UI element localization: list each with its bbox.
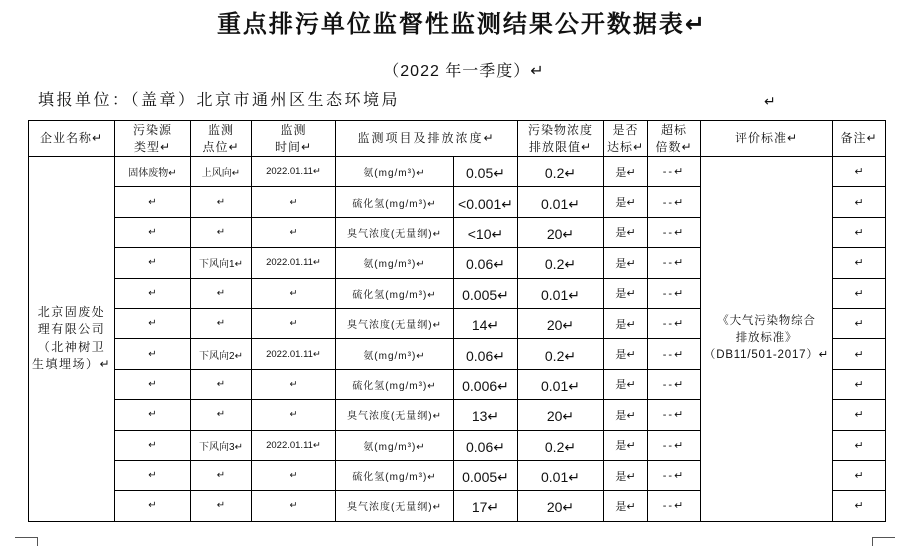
cell-source-type: ↵: [115, 308, 191, 338]
cell-concentration: 13↵: [454, 400, 518, 430]
cell-monitoring-item: 氨(mg/m³)↵: [336, 339, 454, 369]
cell-monitoring-item: 臭气浓度(无量纲)↵: [336, 217, 454, 247]
cell-emission-limit: 0.01↵: [518, 278, 604, 308]
cell-monitoring-point: ↵: [191, 400, 252, 430]
cell-monitoring-time: ↵: [252, 460, 336, 490]
cell-source-type: ↵: [115, 187, 191, 217]
header-line: 排放限值↵: [528, 139, 593, 154]
cell-remark: ↵: [833, 339, 886, 369]
cell-monitoring-point: ↵: [191, 369, 252, 399]
header-line: 倍数↵: [655, 139, 693, 154]
cell-monitoring-point: ↵: [191, 460, 252, 490]
cell-emission-limit: 20↵: [518, 400, 604, 430]
cell-evaluation-standard: [701, 157, 833, 522]
document-title: 重点排污单位监督性监测结果公开数据表↵: [216, 10, 708, 38]
cell-exceed-multiple: --↵: [648, 369, 701, 399]
header-line: 是否: [612, 122, 639, 137]
header-monitoring-time: [252, 121, 336, 157]
header-monitoring-point: [191, 121, 252, 157]
header-compliant: [604, 121, 648, 157]
cell-concentration: 0.06↵: [454, 339, 518, 369]
cell-source-type: ↵: [115, 430, 191, 460]
reporting-unit-line: 填报单位：（盖章）北京市通州区生态环境局: [38, 92, 401, 109]
header-line: 监测: [207, 122, 234, 137]
crop-mark-bottom-left: [15, 537, 38, 546]
cell-exceed-multiple: --↵: [648, 339, 701, 369]
company-name-line: 北京固废处: [37, 304, 106, 319]
cell-compliant: 是↵: [604, 369, 648, 399]
cell-compliant: 是↵: [604, 460, 648, 490]
cell-source-type: 固体废物↵: [115, 157, 191, 187]
cell-exceed-multiple: --↵: [648, 308, 701, 338]
cell-remark: ↵: [833, 491, 886, 521]
cell-monitoring-time: ↵: [252, 278, 336, 308]
cell-monitoring-time: ↵: [252, 187, 336, 217]
cell-compliant: 是↵: [604, 217, 648, 247]
cell-concentration: 17↵: [454, 491, 518, 521]
header-line: 备注↵: [840, 131, 878, 145]
header-item-and-concentration: [336, 121, 518, 157]
cell-concentration: 0.005↵: [454, 278, 518, 308]
cell-monitoring-item: 氨(mg/m³)↵: [336, 157, 454, 187]
cell-source-type: ↵: [115, 248, 191, 278]
cell-exceed-multiple: --↵: [648, 400, 701, 430]
cell-source-type: ↵: [115, 278, 191, 308]
cell-concentration: 0.06↵: [454, 248, 518, 278]
cell-remark: ↵: [833, 278, 886, 308]
cell-emission-limit: 0.2↵: [518, 157, 604, 187]
header-line: 企业名称↵: [39, 131, 104, 145]
header-line: 监测项目及排放浓度↵: [357, 131, 496, 145]
cell-monitoring-item: 氨(mg/m³)↵: [336, 248, 454, 278]
header-line: 达标↵: [606, 139, 645, 154]
cell-remark: ↵: [833, 187, 886, 217]
cell-monitoring-point: ↵: [191, 308, 252, 338]
table-row: [29, 157, 886, 187]
cell-monitoring-time: 2022.01.11↵: [252, 339, 336, 369]
cell-exceed-multiple: --↵: [648, 157, 701, 187]
cell-source-type: ↵: [115, 491, 191, 521]
document-subtitle: （2022 年一季度）↵: [383, 63, 545, 80]
cell-monitoring-point: 上风向↵: [191, 157, 252, 187]
cell-concentration: 0.005↵: [454, 460, 518, 490]
cell-emission-limit: 0.2↵: [518, 339, 604, 369]
header-evaluation-standard: [701, 121, 833, 157]
cell-monitoring-time: 2022.01.11↵: [252, 248, 336, 278]
cell-monitoring-time: ↵: [252, 400, 336, 430]
header-source-type: [115, 121, 191, 157]
cell-source-type: ↵: [115, 460, 191, 490]
table-header-row: [29, 121, 886, 157]
company-name-line: 生填埋场）↵: [31, 357, 112, 372]
header-line: 超标: [660, 122, 687, 137]
cell-monitoring-item: 硫化氢(mg/m³)↵: [336, 278, 454, 308]
cell-emission-limit: 0.2↵: [518, 248, 604, 278]
header-line: 时间↵: [274, 139, 313, 154]
cell-compliant: 是↵: [604, 248, 648, 278]
cell-emission-limit: 20↵: [518, 491, 604, 521]
cell-compliant: 是↵: [604, 157, 648, 187]
cell-exceed-multiple: --↵: [648, 217, 701, 247]
cell-emission-limit: 20↵: [518, 308, 604, 338]
cell-source-type: ↵: [115, 400, 191, 430]
cell-monitoring-point: ↵: [191, 187, 252, 217]
header-line: 污染物浓度: [527, 122, 593, 137]
cell-monitoring-time: ↵: [252, 491, 336, 521]
cell-source-type: ↵: [115, 217, 191, 247]
table-body: [29, 157, 886, 522]
cell-compliant: 是↵: [604, 187, 648, 217]
cell-monitoring-item: 硫化氢(mg/m³)↵: [336, 187, 454, 217]
header-line: 评价标准↵: [734, 131, 799, 145]
cell-exceed-multiple: --↵: [648, 491, 701, 521]
cell-monitoring-time: ↵: [252, 217, 336, 247]
header-line: 点位↵: [202, 139, 240, 154]
cell-remark: ↵: [833, 460, 886, 490]
cell-monitoring-point: 下风向3↵: [191, 430, 252, 460]
header-exceed-multiple: [648, 121, 701, 157]
cell-monitoring-point: ↵: [191, 217, 252, 247]
header-emission-limit: [518, 121, 604, 157]
cell-monitoring-time: ↵: [252, 369, 336, 399]
cell-monitoring-point: ↵: [191, 278, 252, 308]
cell-emission-limit: 20↵: [518, 217, 604, 247]
cell-exceed-multiple: --↵: [648, 430, 701, 460]
cell-monitoring-time: ↵: [252, 308, 336, 338]
cell-compliant: 是↵: [604, 308, 648, 338]
cell-remark: ↵: [833, 157, 886, 187]
cell-exceed-multiple: --↵: [648, 278, 701, 308]
cell-emission-limit: 0.01↵: [518, 187, 604, 217]
header-line: 污染源: [132, 122, 172, 137]
cell-remark: ↵: [833, 369, 886, 399]
cell-concentration: 0.006↵: [454, 369, 518, 399]
paragraph-mark: ↵: [764, 93, 776, 109]
company-name-line: 理有限公司: [37, 322, 106, 337]
cell-monitoring-point: 下风向2↵: [191, 339, 252, 369]
cell-monitoring-point: ↵: [191, 491, 252, 521]
cell-monitoring-item: 硫化氢(mg/m³)↵: [336, 460, 454, 490]
crop-mark-bottom-right: [872, 537, 895, 546]
monitoring-results-table: [28, 120, 886, 522]
cell-remark: ↵: [833, 430, 886, 460]
cell-monitoring-item: 臭气浓度(无量纲)↵: [336, 400, 454, 430]
header-remark: [833, 121, 886, 157]
cell-concentration: 14↵: [454, 308, 518, 338]
standard-line: 排放标准》: [735, 332, 798, 345]
cell-compliant: 是↵: [604, 430, 648, 460]
cell-company-name: [29, 157, 115, 522]
standard-line: （DB11/501-2017）↵: [703, 349, 830, 362]
cell-emission-limit: 0.2↵: [518, 430, 604, 460]
company-name-line: （北神树卫: [37, 339, 106, 354]
cell-exceed-multiple: --↵: [648, 248, 701, 278]
cell-remark: ↵: [833, 400, 886, 430]
cell-monitoring-item: 臭气浓度(无量纲)↵: [336, 491, 454, 521]
cell-remark: ↵: [833, 217, 886, 247]
cell-remark: ↵: [833, 248, 886, 278]
cell-monitoring-point: 下风向1↵: [191, 248, 252, 278]
cell-exceed-multiple: --↵: [648, 187, 701, 217]
cell-exceed-multiple: --↵: [648, 460, 701, 490]
cell-monitoring-item: 臭气浓度(无量纲)↵: [336, 308, 454, 338]
cell-concentration: 0.05↵: [454, 157, 518, 187]
cell-remark: ↵: [833, 308, 886, 338]
cell-compliant: 是↵: [604, 491, 648, 521]
header-line: 类型↵: [133, 139, 172, 154]
cell-compliant: 是↵: [604, 339, 648, 369]
header-company-name: [29, 121, 115, 157]
cell-compliant: 是↵: [604, 278, 648, 308]
header-line: 监测: [280, 122, 307, 137]
cell-monitoring-time: 2022.01.11↵: [252, 157, 336, 187]
cell-source-type: ↵: [115, 339, 191, 369]
standard-line: 《大气污染物综合: [717, 315, 816, 328]
cell-emission-limit: 0.01↵: [518, 460, 604, 490]
cell-monitoring-item: 硫化氢(mg/m³)↵: [336, 369, 454, 399]
cell-concentration: 0.06↵: [454, 430, 518, 460]
cell-source-type: ↵: [115, 369, 191, 399]
cell-concentration: <0.001↵: [454, 187, 518, 217]
cell-compliant: 是↵: [604, 400, 648, 430]
cell-monitoring-time: 2022.01.11↵: [252, 430, 336, 460]
cell-emission-limit: 0.01↵: [518, 369, 604, 399]
cell-monitoring-item: 氨(mg/m³)↵: [336, 430, 454, 460]
cell-concentration: <10↵: [454, 217, 518, 247]
